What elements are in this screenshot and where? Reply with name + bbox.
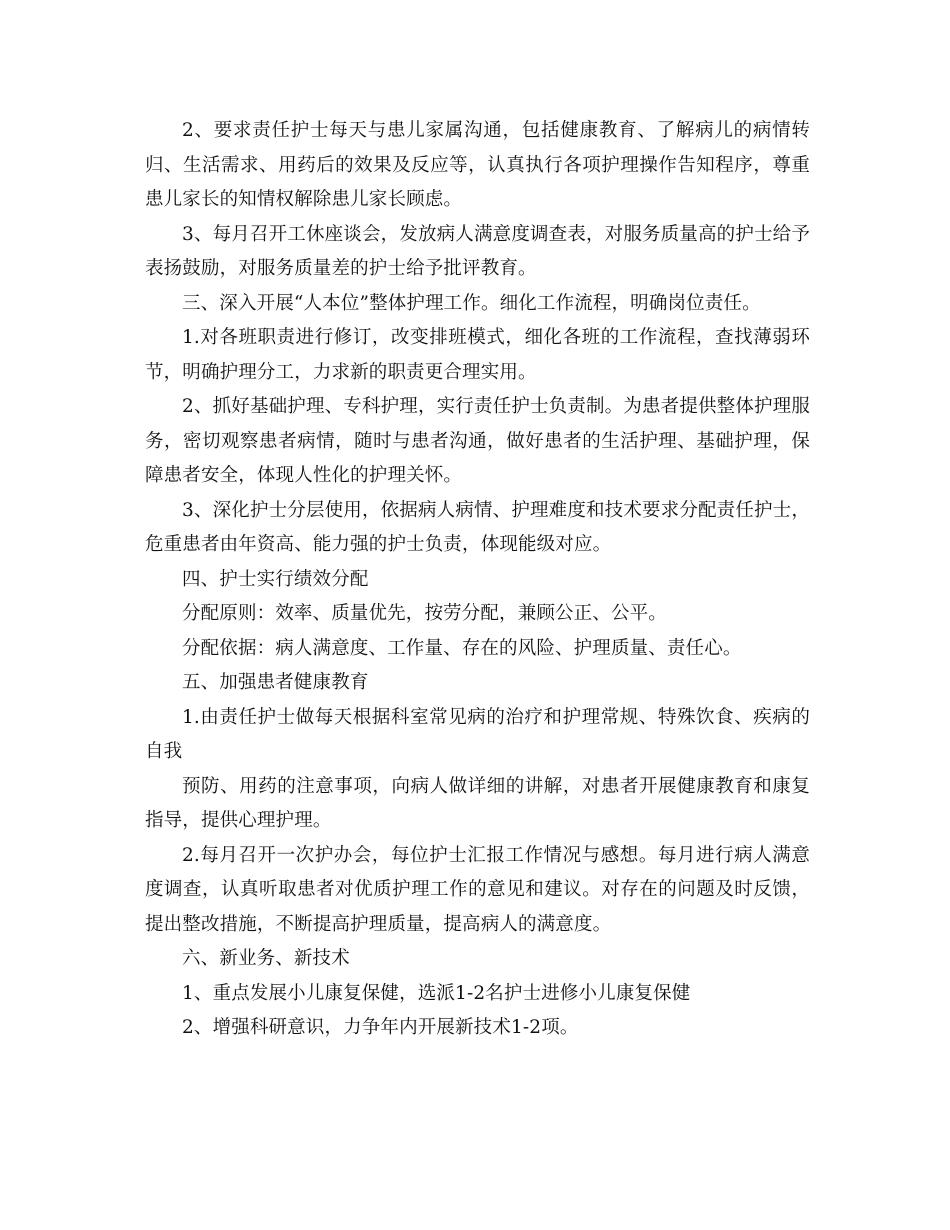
paragraph: 3、每月召开工休座谈会，发放病人满意度调查表，对服务质量高的护士给予表扬鼓励，对服务质量差的护士给予批评教育。 — [145, 223, 810, 279]
section-heading: 六、新业务、新技术 — [182, 948, 350, 969]
paragraph: 预防、用药的注意事项，向病人做详细的讲解，对患者开展健康教育和康复指导，提供心理护理。 — [145, 775, 810, 831]
section-heading: 五、加强患者健康教育 — [182, 672, 369, 693]
paragraph: 2、要求责任护士每天与患儿家属沟通，包括健康教育、了解病儿的病情转归、生活需求、用药后的效果及反应等，认真执行各项护理操作告知程序，尊重患儿家长的知情权解除患儿家长顾虑。 — [145, 120, 810, 210]
paragraph: 1、重点发展小儿康复保健，选派1-2名护士进修小儿康复保健 — [182, 982, 691, 1004]
paragraph: 1.由责任护士做每天根据科室常见病的治疗和护理常规、特殊饮食、疾病的自我 — [145, 706, 810, 762]
paragraph: 分配依据：病人满意度、工作量、存在的风险、护理质量、责任心。 — [182, 637, 742, 659]
section-heading: 三、深入开展“人本位”整体护理工作。细化工作流程，明确岗位责任。 — [182, 292, 761, 314]
paragraph: 2、增强科研意识，力争年内开展新技术1-2项。 — [182, 1017, 579, 1038]
paragraph: 分配原则：效率、质量优先，按劳分配，兼顾公正、公平。 — [182, 603, 667, 624]
paragraph: 2.每月召开一次护办会，每位护士汇报工作情况与感想。每月进行病人满意度调查，认真听取患者对优质护理工作的意见和建议。对存在的问题及时反馈，提出整改措施，不断提高护理质量，提高病人的满意度。 — [145, 844, 810, 935]
section-heading: 四、护士实行绩效分配 — [182, 568, 369, 590]
document-body — [145, 114, 810, 1046]
paragraph: 2、抓好基础护理、专科护理，实行责任护士负责制。为患者提供整体护理服务，密切观察患者病情，随时与患者沟通，做好患者的生活护理、基础护理，保障患者安全，体现人性化的护理关怀。 — [145, 396, 810, 486]
paragraph: 3、深化护士分层使用，依据病人病情、护理难度和技术要求分配责任护士，危重患者由年资高、能力强的护士负责，体现能级对应。 — [145, 499, 810, 555]
paragraph: 1.对各班职责进行修订，改变排班模式，细化各班的工作流程，查找薄弱环节，明确护理分工，力求新的职责更合理实用。 — [145, 327, 810, 383]
